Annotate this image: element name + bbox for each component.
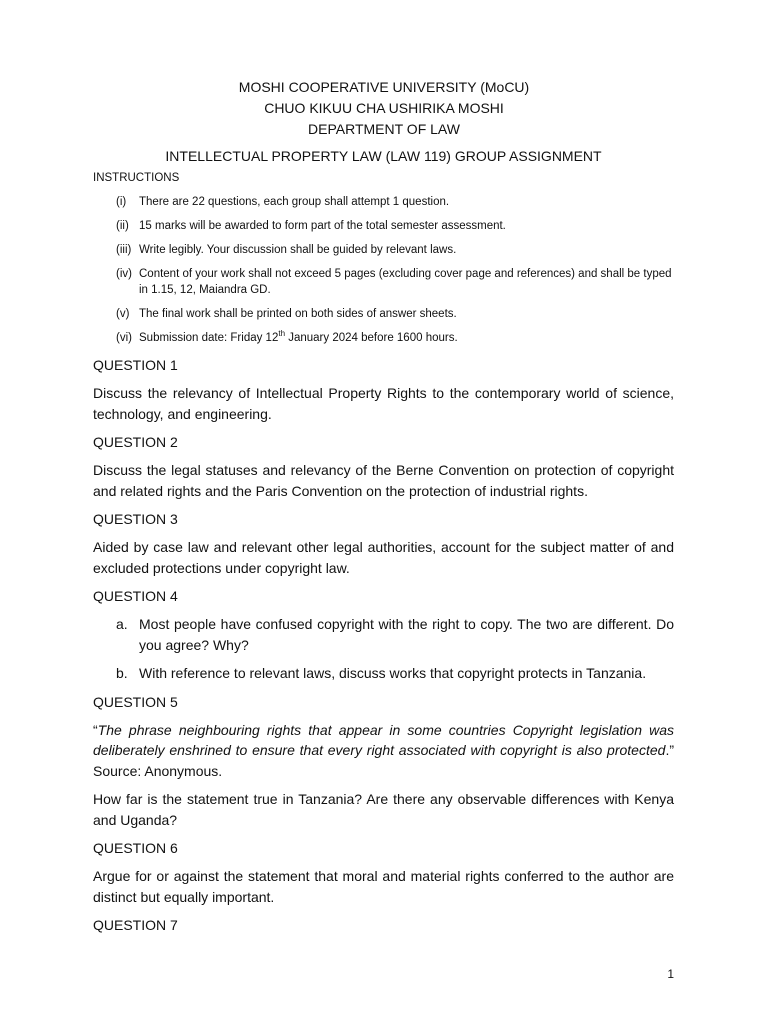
question-part-letter: b. <box>116 665 128 681</box>
instruction-text: There are 22 questions, each group shall attempt 1 question. <box>139 196 450 208</box>
submission-date-text-end: January 2024 before 1600 hours. <box>285 332 458 344</box>
question-6-text: Argue for or against the statement that moral and material rights conferred to the author are distinct but equally important. <box>93 868 674 905</box>
university-name: MOSHI COOPERATIVE UNIVERSITY (MoCU) <box>238 79 530 95</box>
question-part-text: Most people have confused copyright with the right to copy. The two are different. Do you agree? Why? <box>139 616 674 653</box>
instruction-item <box>93 266 674 298</box>
instruction-text: The final work shall be printed on both sides of answer sheets. <box>139 308 457 320</box>
instruction-number: (vi) <box>116 332 132 344</box>
question-7-label: QUESTION 7 <box>93 917 178 933</box>
page-number: 1 <box>667 967 674 981</box>
instruction-text <box>139 330 674 346</box>
question-5-label: QUESTION 5 <box>93 693 178 710</box>
question-3-text: Aided by case law and relevant other legal authorities, account for the subject matter of and excluded protections under copyright law. <box>93 539 674 576</box>
question-1-text: Discuss the relevancy of Intellectual Property Rights to the contemporary world of science, technology, and engineering. <box>93 385 674 422</box>
instruction-number: (iii) <box>116 244 132 256</box>
assignment-title: INTELLECTUAL PROPERTY LAW (LAW 119) GROUP ASSIGNMENT <box>165 148 602 164</box>
question-4-label: QUESTION 4 <box>93 588 178 604</box>
instructions-list <box>93 194 674 346</box>
submission-date-text: Submission date: Friday 12 <box>139 332 279 344</box>
quoted-statement: The phrase neighbouring rights that appear in some countries Copyright legislation was deliberately enshrined to ensure that every right associated with copyright is also protected <box>93 721 674 758</box>
question-part <box>93 614 674 655</box>
question-5-quote <box>93 720 674 782</box>
department-name: DEPARTMENT OF LAW <box>308 121 460 137</box>
instruction-item <box>93 242 674 258</box>
open-quote-mark: “ <box>93 721 98 738</box>
question-5-text: How far is the statement true in Tanzania? Are there any observable differences with Kenya and Uganda? <box>93 791 674 828</box>
question-1-label: QUESTION 1 <box>93 357 178 373</box>
instruction-text: Write legibly. Your discussion shall be guided by relevant laws. <box>139 244 457 256</box>
instruction-number: (v) <box>116 308 130 320</box>
instruction-item <box>93 218 674 234</box>
question-2-label: QUESTION 2 <box>93 434 178 450</box>
question-6-label: QUESTION 6 <box>93 840 178 856</box>
university-swahili-name: CHUO KIKUU CHA USHIRIKA MOSHI <box>264 100 504 116</box>
question-part-text: With reference to relevant laws, discuss works that copyright protects in Tanzania. <box>139 665 647 681</box>
instruction-text: Content of your work shall not exceed 5 pages (excluding cover page and references) and shall be typed in 1.15, 12, Maiandra GD. <box>139 268 672 296</box>
question-4-parts <box>93 614 674 684</box>
instruction-item <box>93 306 674 322</box>
ordinal-suffix: th <box>278 329 286 339</box>
quote-source: .” Source: Anonymous. <box>93 742 674 779</box>
instruction-item <box>93 194 674 210</box>
instruction-text: 15 marks will be awarded to form part of the total semester assessment. <box>139 220 506 232</box>
document-header <box>94 0 674 140</box>
question-part <box>93 663 674 684</box>
instruction-number: (i) <box>116 196 127 208</box>
question-3-label: QUESTION 3 <box>93 511 178 527</box>
question-part-letter: a. <box>116 616 128 632</box>
instruction-number: (ii) <box>116 220 129 232</box>
question-2-text: Discuss the legal statuses and relevancy of the Berne Convention on protection of copyright and related rights and the Paris Convention on the protection of industrial rights. <box>93 462 674 499</box>
instructions-heading: INSTRUCTIONS <box>93 172 180 184</box>
instruction-number: (iv) <box>116 268 132 280</box>
instruction-item <box>93 330 674 346</box>
